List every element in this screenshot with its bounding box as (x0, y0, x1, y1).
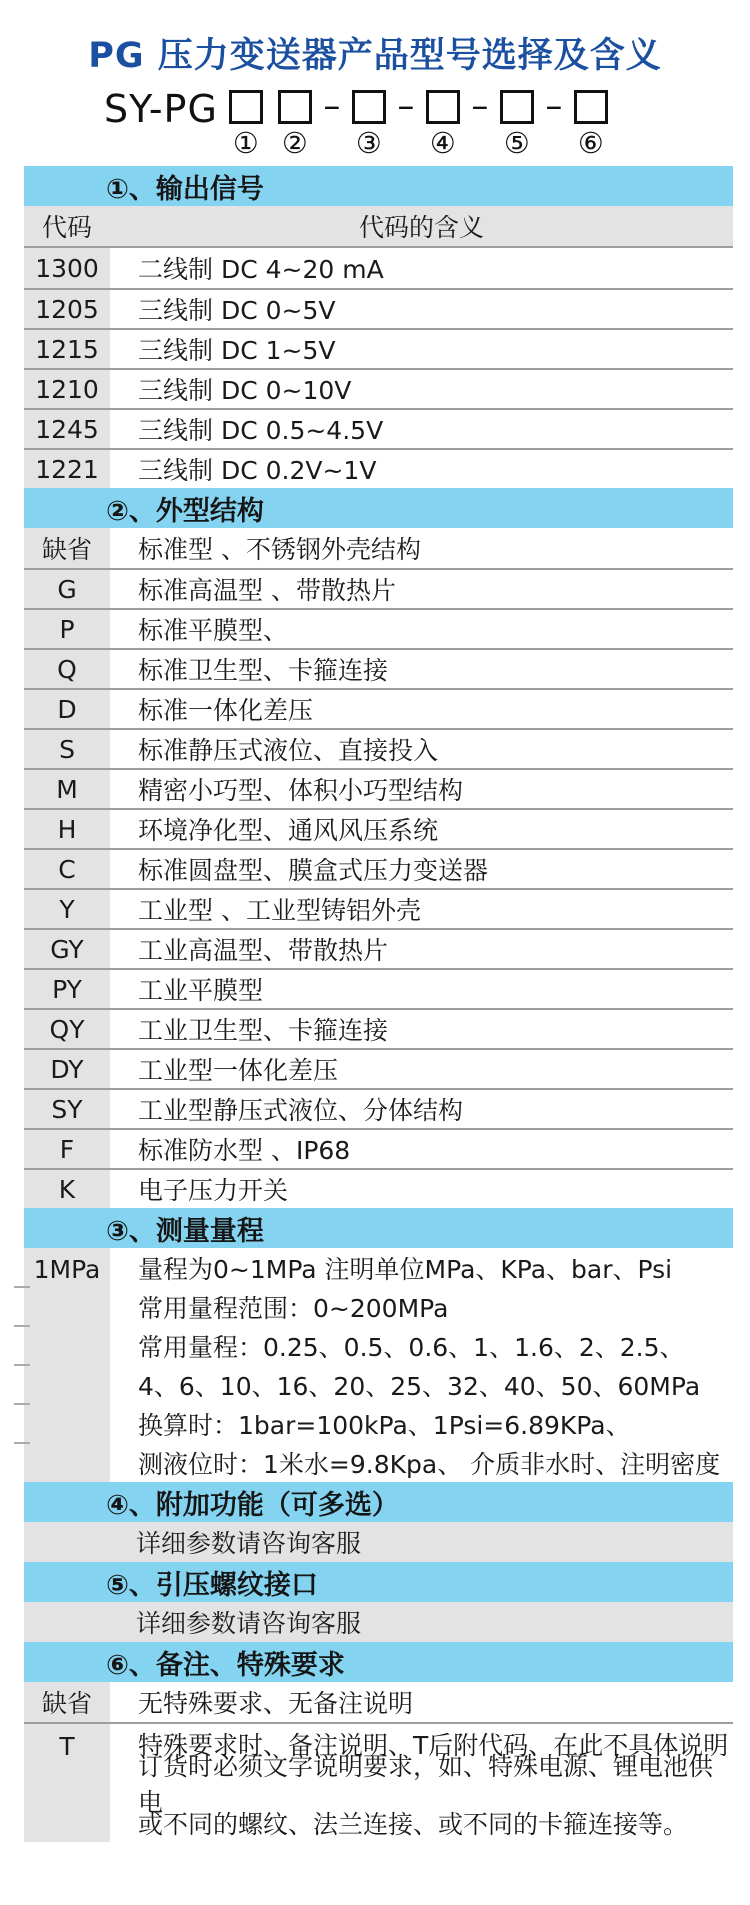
range-line: 量程为0~1MPa 注明单位MPa、KPa、bar、Psi (138, 1254, 673, 1284)
code-cell: S (24, 730, 110, 768)
meaning-cell: 标准一体化差压 (138, 696, 314, 725)
table-row (24, 368, 733, 408)
column-header-code: 代码 (41, 213, 92, 242)
code-cell: H (24, 810, 110, 848)
section-4-note: 详细参数请咨询客服 (24, 1522, 733, 1562)
table-row (24, 1682, 733, 1722)
meaning-cell: 标准静压式液位、直接投入 (138, 736, 439, 765)
model-slot-box-icon (278, 90, 312, 124)
model-slot-box-icon (500, 90, 534, 124)
table-row (24, 448, 733, 488)
meaning-cell: 标准平膜型、 (138, 616, 289, 645)
divider-tick (14, 1325, 30, 1327)
code-cell: PY (24, 970, 110, 1008)
section-6-rows (24, 1682, 733, 1842)
model-slot-box-icon (426, 90, 460, 124)
model-slot-3 (351, 90, 387, 159)
column-header-meaning: 代码的含义 (358, 213, 484, 242)
range-line: 4、6、10、16、20、25、32、40、50、60MPa (138, 1371, 701, 1401)
section-3-rows (24, 1248, 733, 1482)
meaning-cell: 工业型一体化差压 (138, 1056, 339, 1085)
meaning-cell: 工业高温型、带散热片 (138, 936, 389, 965)
table-row (24, 568, 733, 608)
meaning-cell: 标准卫生型、卡箍连接 (138, 656, 389, 685)
dash-separator: – (397, 86, 415, 126)
code-cell: DY (24, 1050, 110, 1088)
meaning-cell (110, 1724, 733, 1842)
meaning-cell: 标准高温型 、带散热片 (138, 576, 396, 605)
table-row (24, 1168, 733, 1208)
section-2-rows (24, 528, 733, 1208)
meaning-cell: 电子压力开关 (138, 1176, 289, 1205)
meaning-cell: 工业型静压式液位、分体结构 (138, 1096, 464, 1125)
code-cell: T (24, 1724, 110, 1842)
meaning-cell: 标准防水型 、IP68 (138, 1136, 351, 1165)
range-line: 常用量程范围：0~200MPa (138, 1293, 449, 1323)
table-row (24, 848, 733, 888)
table-row (24, 808, 733, 848)
code-cell: C (24, 850, 110, 888)
selection-table (24, 166, 733, 1842)
model-slot-box-icon (352, 90, 386, 124)
section-1-rows (24, 248, 733, 488)
page-title: PG 压力变送器产品型号选择及含义 (88, 36, 662, 76)
position-5-label: ⑤ (503, 126, 530, 160)
section-3-header: ③、测量量程 (24, 1208, 733, 1248)
model-prefix: SY-PG (104, 87, 218, 131)
code-cell: Y (24, 890, 110, 928)
dash-separator: – (323, 86, 341, 126)
meaning-cell: 三线制 DC 0.5~4.5V (138, 416, 384, 445)
code-cell: K (24, 1170, 110, 1208)
model-slot-6 (573, 90, 609, 159)
section-5-note: 详细参数请咨询客服 (24, 1602, 733, 1642)
meaning-cell: 三线制 DC 0.2V~1V (138, 456, 377, 485)
model-slot-5 (499, 90, 535, 159)
table-column-header (24, 206, 733, 248)
meaning-cell: 三线制 DC 0~10V (138, 376, 352, 405)
code-cell: D (24, 690, 110, 728)
position-3-label: ③ (355, 126, 382, 160)
meaning-cell: 标准圆盘型、膜盒式压力变送器 (138, 856, 489, 885)
model-slot-box-icon (574, 90, 608, 124)
code-cell: F (24, 1130, 110, 1168)
code-cell: 1205 (24, 290, 110, 328)
meaning-cell: 无特殊要求、无备注说明 (138, 1689, 414, 1718)
table-row (24, 328, 733, 368)
dash-separator: – (545, 86, 563, 126)
code-cell: Q (24, 650, 110, 688)
table-row (24, 1128, 733, 1168)
code-cell: 1245 (24, 410, 110, 448)
code-cell: 1215 (24, 330, 110, 368)
code-cell: G (24, 570, 110, 608)
meaning-cell: 二线制 DC 4~20 mA (138, 255, 384, 284)
section-5-header: ⑤、引压螺纹接口 (24, 1562, 733, 1602)
model-slot-1 (228, 90, 264, 159)
meaning-cell: 工业型 、工业型铸铝外壳 (138, 896, 421, 925)
section-2-header: ②、外型结构 (24, 488, 733, 528)
table-row (24, 768, 733, 808)
meaning-cell: 精密小巧型、体积小巧型结构 (138, 776, 464, 805)
section-6-header: ⑥、备注、特殊要求 (24, 1642, 733, 1682)
remark-line: 特殊要求时、备注说明、T后附代码、在此不具体说明 (138, 1730, 729, 1760)
position-6-label: ⑥ (577, 126, 604, 160)
remark-line: 订货时必须文字说明要求，如、特殊电源、锂电池供电 (138, 1752, 714, 1817)
table-row (24, 288, 733, 328)
divider-tick (14, 1403, 30, 1405)
table-row (24, 728, 733, 768)
section-1-header: ①、输出信号 (24, 166, 733, 206)
meaning-cell: 标准型 、不锈钢外壳结构 (138, 535, 421, 564)
meaning-cell: 环境净化型、通风风压系统 (138, 816, 439, 845)
code-cell: GY (24, 930, 110, 968)
meaning-cell: 三线制 DC 1~5V (138, 336, 336, 365)
code-cell: M (24, 770, 110, 808)
code-cell: 1300 (24, 248, 110, 288)
model-slot-2 (277, 90, 313, 159)
meaning-cell: 工业平膜型 (138, 976, 264, 1005)
meaning-cell: 工业卫生型、卡箍连接 (138, 1016, 389, 1045)
model-slot-box-icon (229, 90, 263, 124)
divider-tick (14, 1286, 30, 1288)
table-row (24, 408, 733, 448)
range-line: 常用量程：0.25、0.5、0.6、1、1.6、2、2.5、 (138, 1332, 685, 1362)
table-row (24, 528, 733, 568)
table-row (24, 1088, 733, 1128)
position-4-label: ④ (429, 126, 456, 160)
model-code-diagram (104, 86, 750, 162)
table-row (24, 968, 733, 1008)
code-cell: QY (24, 1010, 110, 1048)
code-cell: 1MPa (24, 1248, 110, 1482)
code-cell: 缺省 (24, 528, 110, 568)
position-2-label: ② (281, 126, 308, 160)
table-row (24, 608, 733, 648)
range-line: 测液位时：1米水=9.8Kpa、 介质非水时、注明密度 (138, 1449, 721, 1479)
table-row (24, 1008, 733, 1048)
code-cell: 1221 (24, 450, 110, 488)
code-cell: P (24, 610, 110, 648)
table-row (24, 648, 733, 688)
meaning-cell: 三线制 DC 0~5V (138, 296, 336, 325)
table-row (24, 248, 733, 288)
table-row (24, 1248, 733, 1482)
remark-line: 或不同的螺纹、法兰连接、或不同的卡箍连接等。 (138, 1809, 689, 1839)
dash-separator: – (471, 86, 489, 126)
code-cell: SY (24, 1090, 110, 1128)
section-4-header: ④、附加功能（可多选） (24, 1482, 733, 1522)
model-slot-4 (425, 90, 461, 159)
table-row (24, 1722, 733, 1842)
table-row (24, 688, 733, 728)
code-cell: 缺省 (24, 1682, 110, 1722)
range-line: 换算时：1bar=100kPa、1Psi=6.89KPa、 (138, 1410, 631, 1440)
table-row (24, 888, 733, 928)
table-row (24, 1048, 733, 1088)
position-1-label: ① (232, 126, 259, 160)
divider-tick (14, 1364, 30, 1366)
table-row (24, 928, 733, 968)
divider-tick (14, 1442, 30, 1444)
code-cell: 1210 (24, 370, 110, 408)
meaning-cell (110, 1248, 733, 1482)
